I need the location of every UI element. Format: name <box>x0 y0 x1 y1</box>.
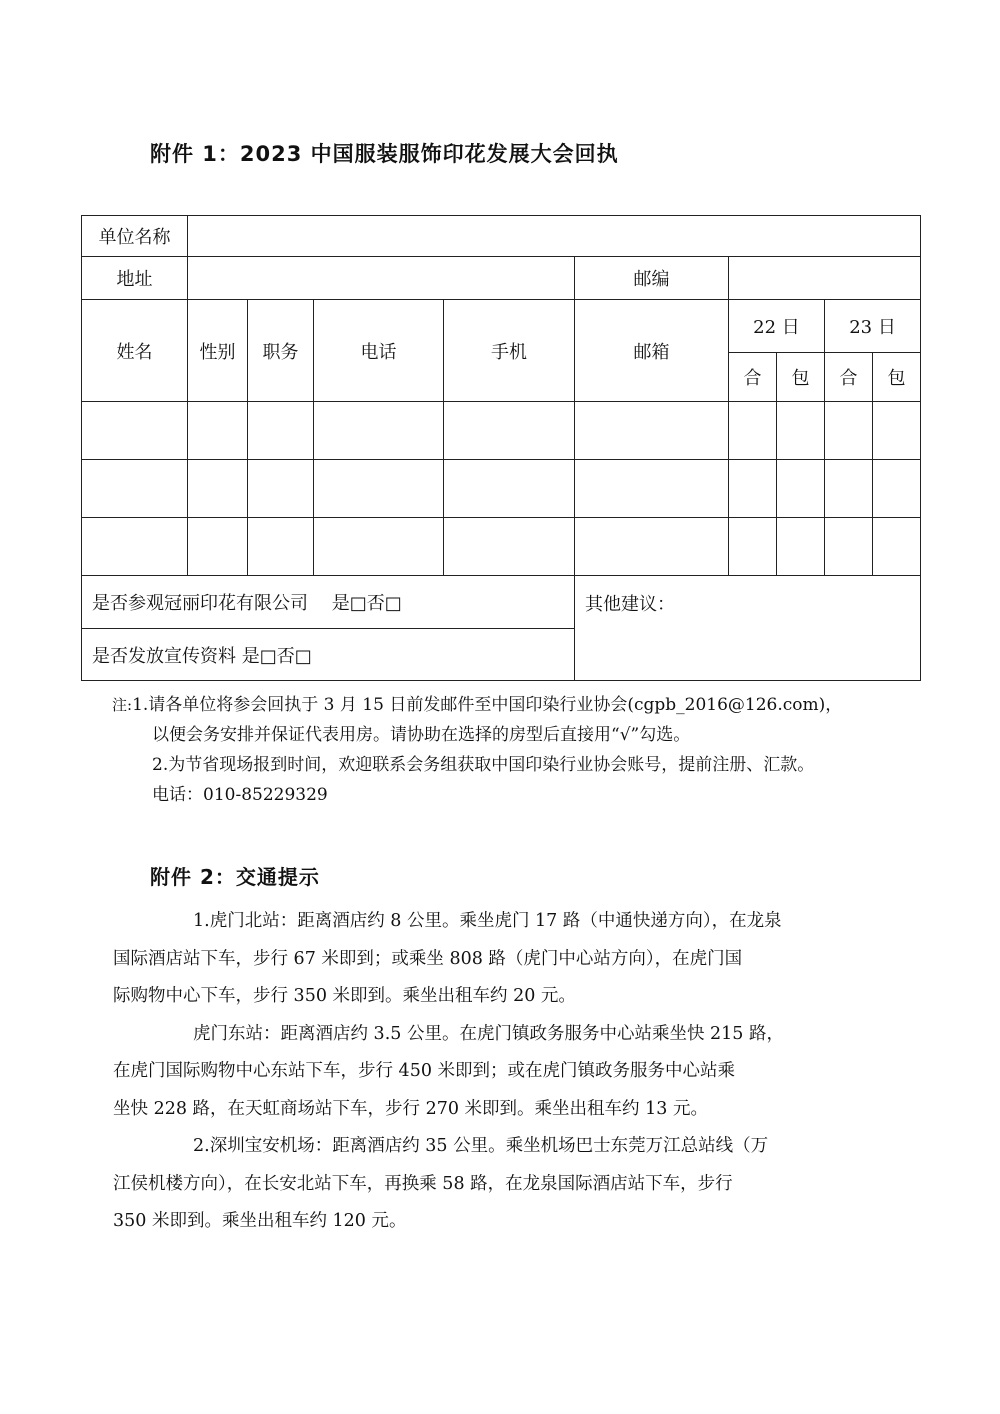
traffic-paragraph-3 <box>113 1128 853 1241</box>
header-day-23: 23 日 <box>825 300 921 353</box>
header-day22-shared: 合 <box>729 353 777 402</box>
other-suggestions-label: 其他建议： <box>585 594 675 615</box>
cell-day23-single[interactable] <box>873 402 921 460</box>
cell-day22-single[interactable] <box>777 518 825 576</box>
cell-gender[interactable] <box>188 460 248 518</box>
cell-day23-shared[interactable] <box>825 460 873 518</box>
table-row <box>82 518 921 576</box>
cell-position[interactable] <box>248 402 314 460</box>
distribute-material-question: 是否发放宣传资料 是□否□ <box>82 629 575 681</box>
text-line: 虎门东站：距离酒店约 3.5 公里。在虎门镇政务服务中心站乘坐快 215 路， <box>193 1023 784 1044</box>
page-title: 附件 1：2023 中国服装服饰印花发展大会回执 <box>150 142 619 166</box>
note-line-3: 2.为节省现场报到时间，欢迎联系会务组获取中国印染行业协会账号，提前注册、汇款。 <box>152 755 815 775</box>
cell-mobile[interactable] <box>444 460 575 518</box>
text-line: 350 米即到。乘坐出租车约 120 元。 <box>113 1211 407 1231</box>
cell-day22-single[interactable] <box>777 402 825 460</box>
cell-email[interactable] <box>575 402 729 460</box>
cell-phone[interactable] <box>314 518 444 576</box>
cell-gender[interactable] <box>188 402 248 460</box>
cell-mobile[interactable] <box>444 402 575 460</box>
cell-email[interactable] <box>575 518 729 576</box>
cell-email[interactable] <box>575 460 729 518</box>
cell-day23-single[interactable] <box>873 460 921 518</box>
text-line: 坐快 228 路，在天虹商场站下车，步行 270 米即到。乘坐出租车约 13 元。 <box>113 1098 708 1119</box>
postcode-label: 邮编 <box>575 257 729 300</box>
header-email: 邮箱 <box>575 300 729 402</box>
text-line: 际购物中心下车，步行 350 米即到。乘坐出租车约 20 元。 <box>113 986 576 1006</box>
header-gender: 性别 <box>188 300 248 402</box>
note-line-2: 以便会务安排并保证代表用房。请协助在选择的房型后直接用“√”勾选。 <box>152 725 691 745</box>
header-day23-shared: 合 <box>825 353 873 402</box>
cell-position[interactable] <box>248 460 314 518</box>
header-position: 职务 <box>248 300 314 402</box>
notes-block <box>112 690 922 810</box>
unit-name-label: 单位名称 <box>82 216 188 257</box>
cell-gender[interactable] <box>188 518 248 576</box>
header-day23-single: 包 <box>873 353 921 402</box>
note-line-1: 1.请各单位将参会回执于 3 月 15 日前发邮件至中国印染行业协会(cgpb_2016@126.com)， <box>132 695 843 715</box>
table-row <box>82 402 921 460</box>
table-row <box>82 460 921 518</box>
text-line: 1.虎门北站：距离酒店约 8 公里。乘坐虎门 17 路（中通快递方向），在龙泉 <box>193 911 782 931</box>
cell-day22-shared[interactable] <box>729 518 777 576</box>
address-field[interactable] <box>188 257 575 300</box>
cell-day23-shared[interactable] <box>825 402 873 460</box>
cell-mobile[interactable] <box>444 518 575 576</box>
traffic-paragraph-2 <box>113 1016 853 1129</box>
header-phone: 电话 <box>314 300 444 402</box>
notes-lead: 注: <box>112 696 133 714</box>
text-line: 江侯机楼方向），在长安北站下车，再换乘 58 路，在龙泉国际酒店站下车，步行 <box>113 1173 733 1194</box>
header-day-22: 22 日 <box>729 300 825 353</box>
text-line: 2.深圳宝安机场：距离酒店约 35 公里。乘坐机场巴士东莞万江总站线（万 <box>193 1136 769 1156</box>
cell-day22-single[interactable] <box>777 460 825 518</box>
cell-day22-shared[interactable] <box>729 460 777 518</box>
cell-day23-shared[interactable] <box>825 518 873 576</box>
cell-name[interactable] <box>82 518 188 576</box>
note-line-4: 电话：010-85229329 <box>152 785 328 805</box>
unit-name-field[interactable] <box>188 216 921 257</box>
cell-position[interactable] <box>248 518 314 576</box>
registration-form-table <box>81 215 921 681</box>
cell-name[interactable] <box>82 402 188 460</box>
postcode-field[interactable] <box>729 257 921 300</box>
other-suggestions-field[interactable] <box>575 576 921 681</box>
header-mobile: 手机 <box>444 300 575 402</box>
cell-day22-shared[interactable] <box>729 402 777 460</box>
cell-name[interactable] <box>82 460 188 518</box>
traffic-paragraph-1 <box>113 903 853 1016</box>
header-name: 姓名 <box>82 300 188 402</box>
address-label: 地址 <box>82 257 188 300</box>
header-day22-single: 包 <box>777 353 825 402</box>
visit-company-question: 是否参观冠丽印花有限公司 是□否□ <box>82 576 575 629</box>
text-line: 国际酒店站下车，步行 67 米即到；或乘坐 808 路（虎门中心站方向），在虎门国 <box>113 948 743 969</box>
cell-phone[interactable] <box>314 460 444 518</box>
section2-title: 附件 2：交通提示 <box>150 865 320 889</box>
text-line: 在虎门国际购物中心东站下车，步行 450 米即到；或在虎门镇政务服务中心站乘 <box>113 1061 736 1081</box>
traffic-info <box>113 903 853 1241</box>
cell-phone[interactable] <box>314 402 444 460</box>
cell-day23-single[interactable] <box>873 518 921 576</box>
